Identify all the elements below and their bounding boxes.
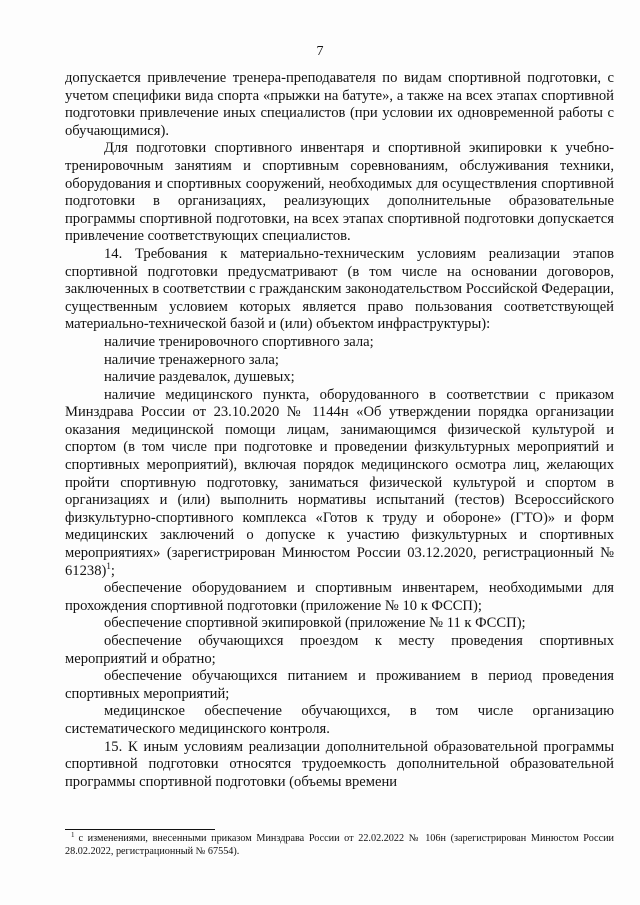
- footnote-separator: [65, 829, 215, 830]
- list-item: [65, 703, 614, 738]
- footnote-reference: 1: [106, 560, 111, 571]
- list-item-text: обеспечение оборудованием и спортивным инвентарем, необходимыми для прохождения спортивной подготовки (приложение № 10 к ФССП);: [65, 580, 614, 614]
- list-item-text: обеспечение обучающихся проездом к месту проведения спортивных мероприятий и обратно;: [65, 633, 614, 667]
- list-item-text: обеспечение спортивной экипировкой (приложение № 11 к ФССП);: [104, 615, 526, 632]
- list-item-text: наличие медицинского пункта, оборудованного в соответствии с приказом Минздрава России от 23.10.2020 № 1144н «Об утверждении порядка организации оказания медицинской помощи лицам, занимающимся физической культурой и спортом (в том числе при подготовке и проведении физкультурных мероприятий и спортивных мероприятий), включая порядок медицинского осмотра лиц, желающих пройти спортивную подготовку, заниматься физической культурой и спортом в организациях и (или) выполнить нормативы испытаний (тестов) Всероссийского физкультурно-спортивного комплекса «Готов к труду и обороне» (ГТО)» и форм медицинских заключений о допуске к участию физкультурных и спортивных мероприятиях» (зарегистрирован Минюстом России 03.12.2020, регистрационный № 61238): [65, 386, 614, 579]
- footnote: [65, 832, 614, 858]
- list-item: [65, 334, 614, 352]
- document-body: [65, 70, 614, 791]
- list-item-text: медицинское обеспечение обучающихся, в том числе организацию систематического медицинского контроля.: [65, 703, 614, 737]
- list-item: [65, 369, 614, 387]
- list-item: [65, 615, 614, 633]
- list-item-text: наличие тренажерного зала;: [104, 351, 279, 368]
- paragraph-text: допускается привлечение тренера-преподавателя по видам спортивной подготовки, с учетом специфики вида спорта «прыжки на батуте», а также на всех этапах спортивной подготовки привлечение иных специалистов (при условии их одновременной работы с обучающимися).: [65, 70, 614, 139]
- footnote-text: с изменениями, внесенными приказом Минздрава России от 22.02.2022 № 106н (зарегистрирован Минюстом России 28.02.2022, регистрационный № 67554).: [65, 833, 614, 857]
- list-item: [65, 352, 614, 370]
- paragraph-text: 14. Требования к материально-техническим условиям реализации этапов спортивной подготовки предусматривают (в том числе на основании договоров, заключенных в соответствии с гражданским законодательством Российской Федерации, существенным условием которых является право пользования соответствующей материально-технической базой и (или) объектом инфраструктуры):: [65, 245, 614, 333]
- list-item-text: наличие раздевалок, душевых;: [104, 369, 295, 386]
- list-item: [65, 633, 614, 668]
- page-number: 7: [316, 44, 324, 59]
- paragraph-text: 15. К иным условиям реализации дополнительной образовательной программы спортивной подготовки относятся трудоемкость дополнительной образовательной программы спортивной подготовки (объемы времени: [65, 738, 614, 790]
- paragraph: [65, 140, 614, 246]
- list-item: [65, 668, 614, 703]
- paragraph-item-15: [65, 739, 614, 792]
- list-item-text: обеспечение обучающихся питанием и проживанием в период проведения спортивных мероприятий;: [65, 668, 614, 702]
- footnote-mark: 1: [71, 830, 75, 839]
- list-item: [65, 580, 614, 615]
- paragraph-text: Для подготовки спортивного инвентаря и спортивной экипировки к учебно-тренировочным занятиям и спортивным соревнованиям, обслуживания техники, оборудования и спортивных сооружений, необходимых для осуществления спортивной подготовки в организациях, реализующих дополнительные образовательные программы спортивной подготовки, на всех этапах спортивной подготовки допускается привлечение соответствующих специалистов.: [65, 140, 614, 245]
- list-item: [65, 387, 614, 581]
- list-item-text: наличие тренировочного спортивного зала;: [104, 333, 374, 350]
- list-item-text-end: ;: [110, 562, 115, 579]
- paragraph: [65, 70, 614, 140]
- paragraph-item-14: [65, 246, 614, 334]
